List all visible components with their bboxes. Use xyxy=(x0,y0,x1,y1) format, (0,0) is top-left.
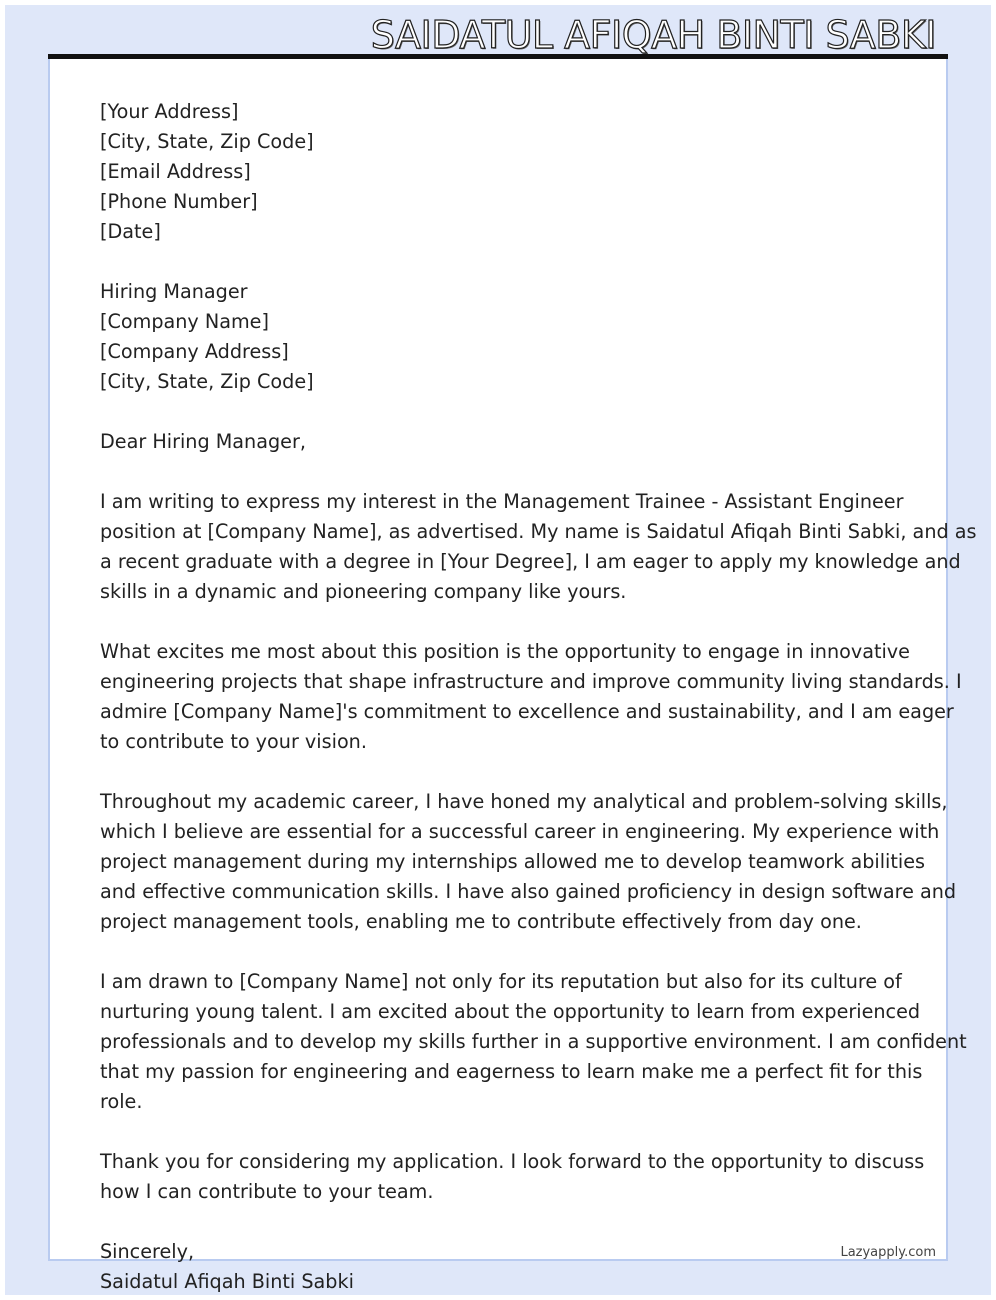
sender-phone: [Phone Number] xyxy=(100,190,258,213)
sender-email: [Email Address] xyxy=(100,160,251,183)
recipient-block xyxy=(100,277,900,397)
signature-name: Saidatul Afiqah Binti Sabki xyxy=(100,1270,354,1293)
applicant-name-heading: SAIDATUL AFIQAH BINTI SABKI xyxy=(370,13,936,57)
paragraph-1: I am writing to express my interest in the Management Trainee - Assistant Engineer position at [Company Name], as advertised. My name is Saidatul Afiqah Binti Sabki, and as a recent graduate with a degree in [Your Degree], I am eager to apply my knowledge and skills in a dynamic and pioneering company like yours. xyxy=(100,490,977,603)
recipient-company: [Company Name] xyxy=(100,310,269,333)
sender-date: [Date] xyxy=(100,220,161,243)
cover-letter-body xyxy=(100,97,977,1297)
paragraph-3: Throughout my academic career, I have honed my analytical and problem-solving skills, which I believe are essential for a successful career in engineering. My experience with project management during my internships allowed me to develop teamwork abilities and effective communication skills. I have also gained proficiency in design software and project management tools, enabling me to contribute effectively from day one. xyxy=(100,790,957,933)
recipient-title: Hiring Manager xyxy=(100,280,248,303)
recipient-city: [City, State, Zip Code] xyxy=(100,370,314,393)
salutation: Dear Hiring Manager, xyxy=(100,430,306,453)
paragraph-5: Thank you for considering my application. I look forward to the opportunity to discuss how I can contribute to your team. xyxy=(100,1150,925,1203)
sender-city: [City, State, Zip Code] xyxy=(100,130,314,153)
sender-address: [Your Address] xyxy=(100,100,239,123)
sender-block xyxy=(100,97,900,247)
watermark-text: Lazyapply.com xyxy=(840,1245,936,1260)
paragraph-4: I am drawn to [Company Name] not only for its reputation but also for its culture of nurturing young talent. I am excited about the opportunity to learn from experienced professionals and to develop my skills further in a supportive environment. I am confident that my passion for engineering and eagerness to learn make me a perfect fit for this role. xyxy=(100,970,967,1113)
valediction: Sincerely, xyxy=(100,1240,195,1263)
paragraph-2: What excites me most about this position is the opportunity to engage in innovative engineering projects that shape infrastructure and improve community living standards. I admire [Company Name]'s commitment to excellence and sustainability, and I am eager to contribute to your vision. xyxy=(100,640,962,753)
closing-block xyxy=(100,1237,900,1297)
recipient-address: [Company Address] xyxy=(100,340,289,363)
